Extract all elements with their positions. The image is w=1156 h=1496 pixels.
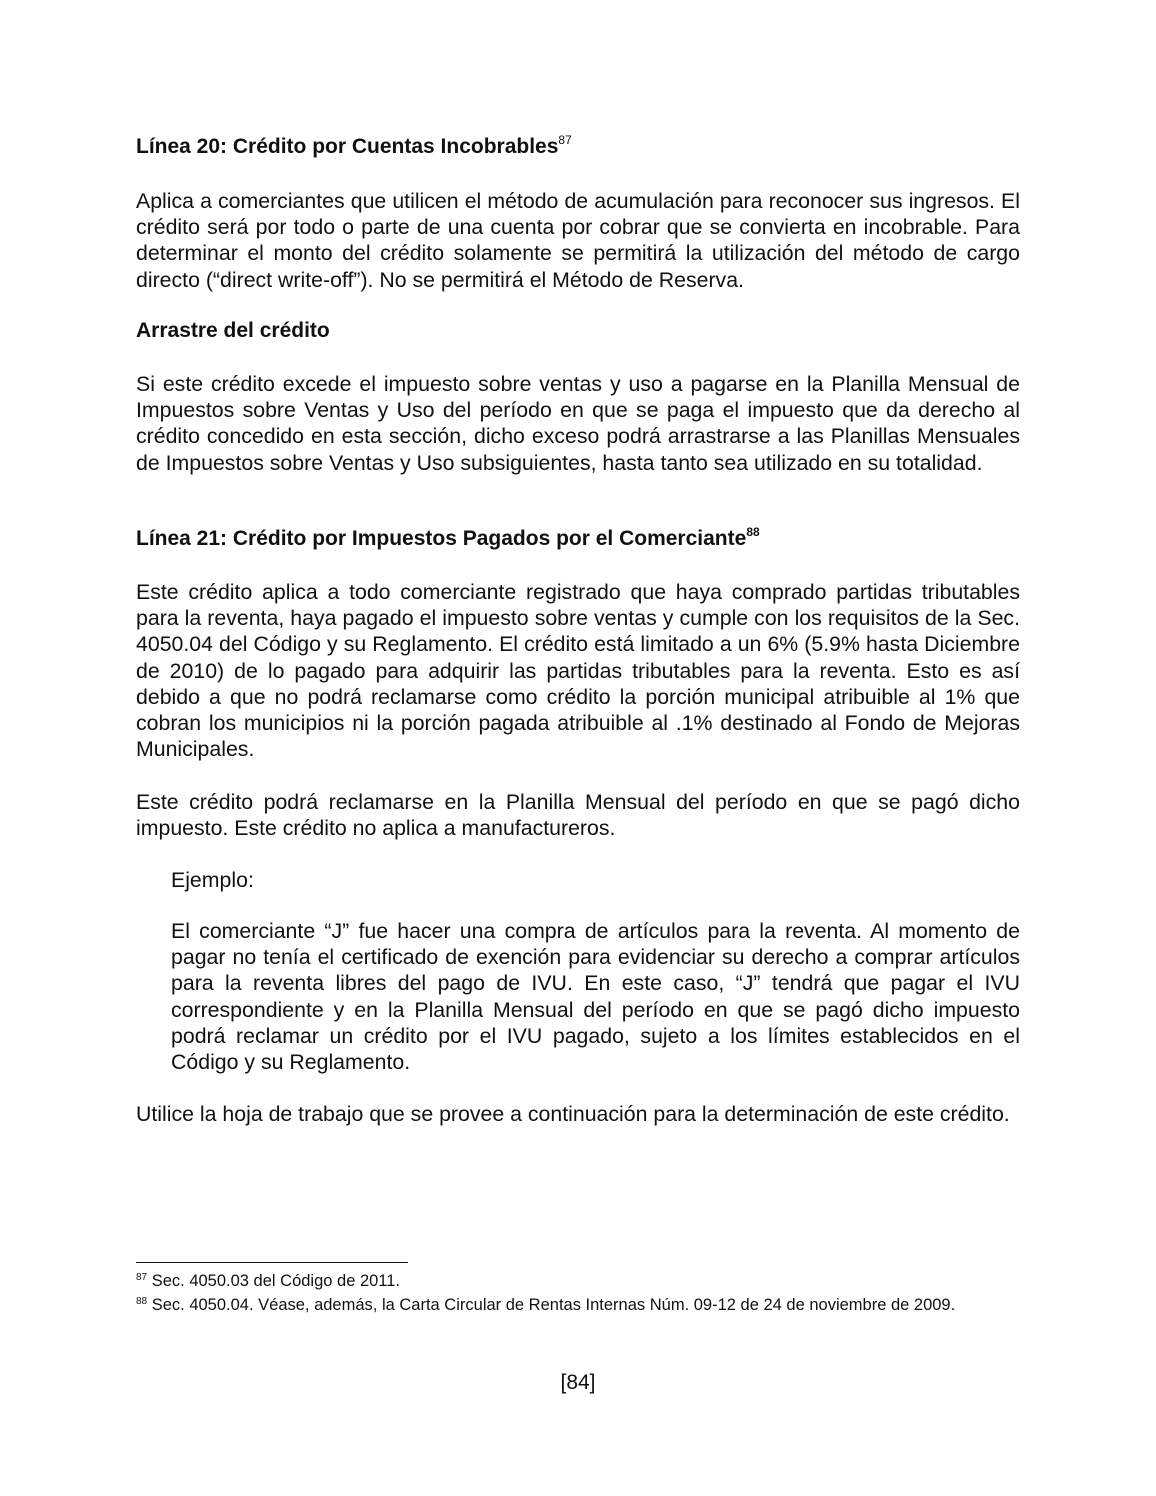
paragraph-cuentas-incobrables: Aplica a comerciantes que utilicen el método de acumulación para reconocer sus ingresos. El crédito será por todo o parte de una cuenta por cobrar que se convierta en incobrable. Para determinar el monto del crédito solamente se permitirá la utilización del método de cargo directo (“direct write-off”). No se permitirá el Método de Reserva.: [136, 189, 1020, 292]
footnote-ref-88[interactable]: 88: [746, 525, 760, 539]
footnote-ref-87[interactable]: 87: [558, 133, 572, 147]
footnote-88: [136, 1294, 1020, 1316]
footnote-divider: [136, 1262, 408, 1263]
paragraph-planilla-mensual: Este crédito podrá reclamarse en la Planilla Mensual del período en que se pagó dicho impuesto. Este crédito no aplica a manufactureros.: [136, 790, 1020, 841]
heading-text: Línea 20: Crédito por Cuentas Incobrables: [136, 135, 559, 158]
heading-arrastre: Arrastre del crédito: [136, 319, 330, 342]
paragraph-arrastre: Si este crédito excede el impuesto sobre ventas y uso a pagarse en la Planilla Mensual de Impuestos sobre Ventas y Uso del período en que se paga el impuesto que da derecho al crédito concedido en esta sección, dicho exceso podrá arrastrarse a las Planillas Mensuales de Impuestos sobre Ventas y Uso subsiguientes, hasta tanto sea utilizado en su totalidad.: [136, 372, 1020, 475]
page-number: [84]: [560, 1371, 596, 1394]
footnote-number: 88: [136, 1296, 148, 1307]
footnote-87: [136, 1270, 1020, 1292]
heading-linea-21: [136, 526, 760, 552]
paragraph-credito-impuestos: Este crédito aplica a todo comerciante registrado que haya comprado partidas tributables para la reventa, haya pagado el impuesto sobre ventas y cumple con los requisitos de la Sec. 4050.04 del Código y su Reglamento. El crédito está limitado a un 6% (5.9% hasta Diciembre de 2010) de lo pagado para adquirir las partidas tributables para la reventa. Esto es así debido a que no podrá reclamarse como crédito la porción municipal atribuible al 1% que cobran los municipios ni la porción pagada atribuible al .1% destinado al Fondo de Mejoras Municipales.: [136, 580, 1020, 762]
paragraph-closing: Utilice la hoja de trabajo que se provee a continuación para la determinación de este crédito.: [136, 1102, 1010, 1126]
heading-text: Línea 21: Crédito por Impuestos Pagados por el Comerciante: [136, 527, 747, 550]
footnote-number: 87: [136, 1272, 148, 1283]
footnote-text: Sec. 4050.03 del Código de 2011.: [151, 1272, 401, 1290]
example-text: El comerciante “J” fue hacer una compra de artículos para la reventa. Al momento de pagar no tenía el certificado de exención para evidenciar su derecho a comprar artículos para la reventa libres del pago de IVU. En este caso, “J” tendrá que pagar el IVU correspondiente y en la Planilla Mensual del período en que se pagó dicho impuesto podrá reclamar un crédito por el IVU pagado, sujeto a los límites establecidos en el Código y su Reglamento.: [171, 919, 1020, 1075]
heading-linea-20: [136, 134, 572, 160]
example-label: Ejemplo:: [171, 868, 254, 892]
footnote-text: Sec. 4050.04. Véase, además, la Carta Circular de Rentas Internas Núm. 09-12 de 24 de noviembre de 2009.: [151, 1296, 956, 1314]
